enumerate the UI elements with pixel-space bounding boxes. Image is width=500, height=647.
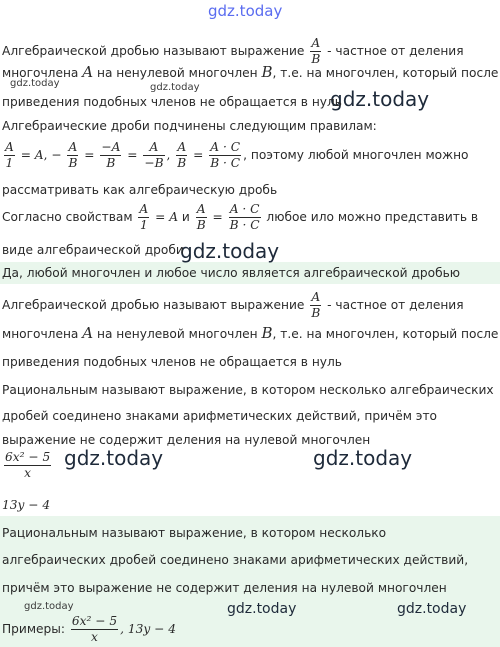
definition-line (2, 36, 464, 67)
variable: B (261, 324, 273, 342)
watermark-mid: gdz.today (227, 601, 297, 617)
denominator: B (311, 52, 321, 66)
definition-line (2, 325, 498, 342)
text: на ненулевой многочлен (97, 327, 258, 341)
watermark-big: gdz.today (313, 446, 413, 470)
fraction: $\frac{A}{B}$ (196, 202, 206, 232)
numerator: A (311, 36, 321, 50)
property-line: Согласно свойствам $\frac{A}{1}$ = A и $\frac{A}{B}$ = $\frac{A \cdot C}{B \cdot C}$ любое ило можно представить в (2, 202, 479, 232)
expression: , 13y − 4 (120, 622, 176, 636)
fraction-a-over-b (310, 36, 321, 67)
rules-formula-line: $\frac{A}{1}$ = A, − $\frac{A}{B}$ = $\frac{-A}{B}$ = $\frac{A}{-B}$ , $\frac{A}{B}$ = $\frac{A \cdot C}{B \cdot C}$ , поэтому любой многочлен можно (5, 140, 469, 170)
fraction: $\frac{A}{B}$ (177, 140, 187, 170)
text-line: рассматривать как алгебраическую дробь (2, 183, 278, 197)
watermark-small: gdz.today (10, 78, 60, 89)
watermark-top: gdz.today (208, 2, 283, 20)
answer-line: причём это выражение не содержит деления на нулевой многочлен (2, 581, 447, 595)
fraction: $\frac{A}{1}$ (5, 140, 14, 170)
text: , поэтому любой многочлен можно (243, 148, 469, 162)
numerator: 6x² − 5 (5, 450, 51, 464)
text: многочлена (2, 66, 79, 80)
definition-line: выражение не содержит деления на нулевой многочлен (2, 433, 371, 447)
denominator: B (311, 306, 321, 320)
variable: B (261, 63, 273, 81)
variable: A (82, 324, 94, 342)
fraction (4, 450, 51, 481)
examples-line (2, 614, 176, 645)
fraction (71, 614, 118, 645)
definition-line: приведения подобных членов не обращается в нуль (2, 95, 342, 109)
answer-line: Да, любой многочлен и любое число является алгебраической дробью (2, 266, 461, 280)
fraction: $\frac{A}{B}$ (68, 140, 78, 170)
text: Алгебраической дробью называют выражение (2, 44, 305, 58)
watermark-big: gdz.today (64, 446, 164, 470)
example-fraction (2, 450, 53, 481)
fraction: $\frac{-A}{B}$ (101, 140, 121, 170)
text: , т.е. на многочлен, который после (272, 327, 499, 341)
watermark-small: gdz.today (24, 601, 74, 612)
definition-line (2, 64, 498, 81)
text: Согласно свойствам (2, 210, 133, 224)
definition-line: Рациональным называют выражение, в котором несколько алгебраических (2, 383, 494, 397)
text: , т.е. на многочлен, который после (272, 66, 499, 80)
definition-line (2, 290, 464, 321)
example-expression: 13y − 4 (2, 498, 51, 512)
watermark-small: gdz.today (150, 82, 200, 93)
text: на ненулевой многочлен (97, 66, 258, 80)
fraction: $\frac{A}{-B}$ (144, 140, 164, 170)
denominator: x (24, 466, 32, 480)
watermark-big: gdz.today (330, 87, 430, 111)
text: - частное от деления (327, 298, 464, 312)
text: Алгебраической дробью называют выражение (2, 298, 305, 312)
fraction: $\frac{A}{1}$ (139, 202, 149, 232)
text: многочлена (2, 327, 79, 341)
fraction: $\frac{A \cdot C}{B \cdot C}$ (210, 140, 241, 170)
text: любое ило можно представить в (266, 210, 479, 224)
text: - частное от деления (327, 44, 464, 58)
definition-line: дробей соединено знаками арифметических действий, причём это (2, 409, 438, 423)
answer-line: алгебраических дробей соединено знаками арифметических действий, (2, 553, 469, 567)
fraction: $\frac{A \cdot C}{B \cdot C}$ (229, 202, 260, 232)
fraction-a-over-b (310, 290, 321, 321)
watermark-mid: gdz.today (397, 601, 467, 617)
definition-line: приведения подобных членов не обращается в нуль (2, 355, 342, 369)
denominator: x (91, 630, 98, 644)
watermark-big: gdz.today (180, 239, 280, 263)
variable: A (82, 63, 94, 81)
section-heading: Алгебраические дроби подчинены следующим правилам: (2, 119, 377, 133)
text-line: виде алгебраической дроби (2, 243, 184, 257)
numerator: 6x² − 5 (71, 614, 118, 628)
answer-line: Рациональным называют выражение, в котором несколько (2, 526, 387, 540)
examples-label: Примеры: (2, 622, 65, 636)
numerator: A (311, 290, 321, 304)
text: и (181, 210, 190, 224)
